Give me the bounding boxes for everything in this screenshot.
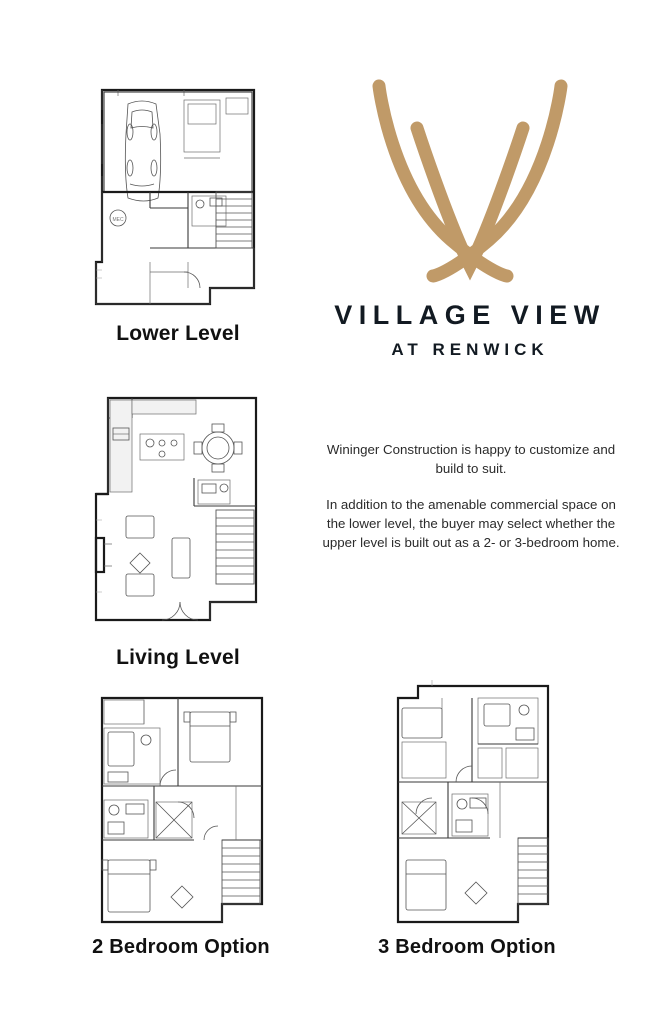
lower-level-floorplan-drawing <box>88 72 268 312</box>
plan-caption-three-bedroom: 3 Bedroom Option <box>378 936 556 958</box>
two-bedroom-floorplan-drawing <box>86 690 276 926</box>
plan-lower-level <box>88 72 268 346</box>
marketing-copy <box>318 440 624 552</box>
plan-two-bedroom-option <box>86 690 276 959</box>
living-level-floorplan-drawing <box>86 388 270 638</box>
plan-living-level <box>86 388 270 670</box>
brand-block <box>320 70 620 360</box>
copy-paragraph-1: Wininger Construction is happy to customize and build to suit. <box>326 442 616 477</box>
three-bedroom-floorplan-drawing <box>372 678 562 926</box>
village-view-logo-icon <box>355 70 585 285</box>
svg-text:MEC: MEC <box>112 217 124 223</box>
plan-caption-lower-level: Lower Level <box>116 322 240 345</box>
plan-caption-two-bedroom: 2 Bedroom Option <box>92 936 270 958</box>
plan-three-bedroom-option <box>372 678 562 959</box>
brand-title: VILLAGE VIEW <box>334 300 606 330</box>
copy-paragraph-2: In addition to the amenable commercial space on the lower level, the buyer may select whether the upper level is built out as a 2- or 3-bedroom home. <box>322 496 620 551</box>
plan-caption-living-level: Living Level <box>116 646 240 669</box>
brand-subtitle: AT RENWICK <box>391 339 549 359</box>
